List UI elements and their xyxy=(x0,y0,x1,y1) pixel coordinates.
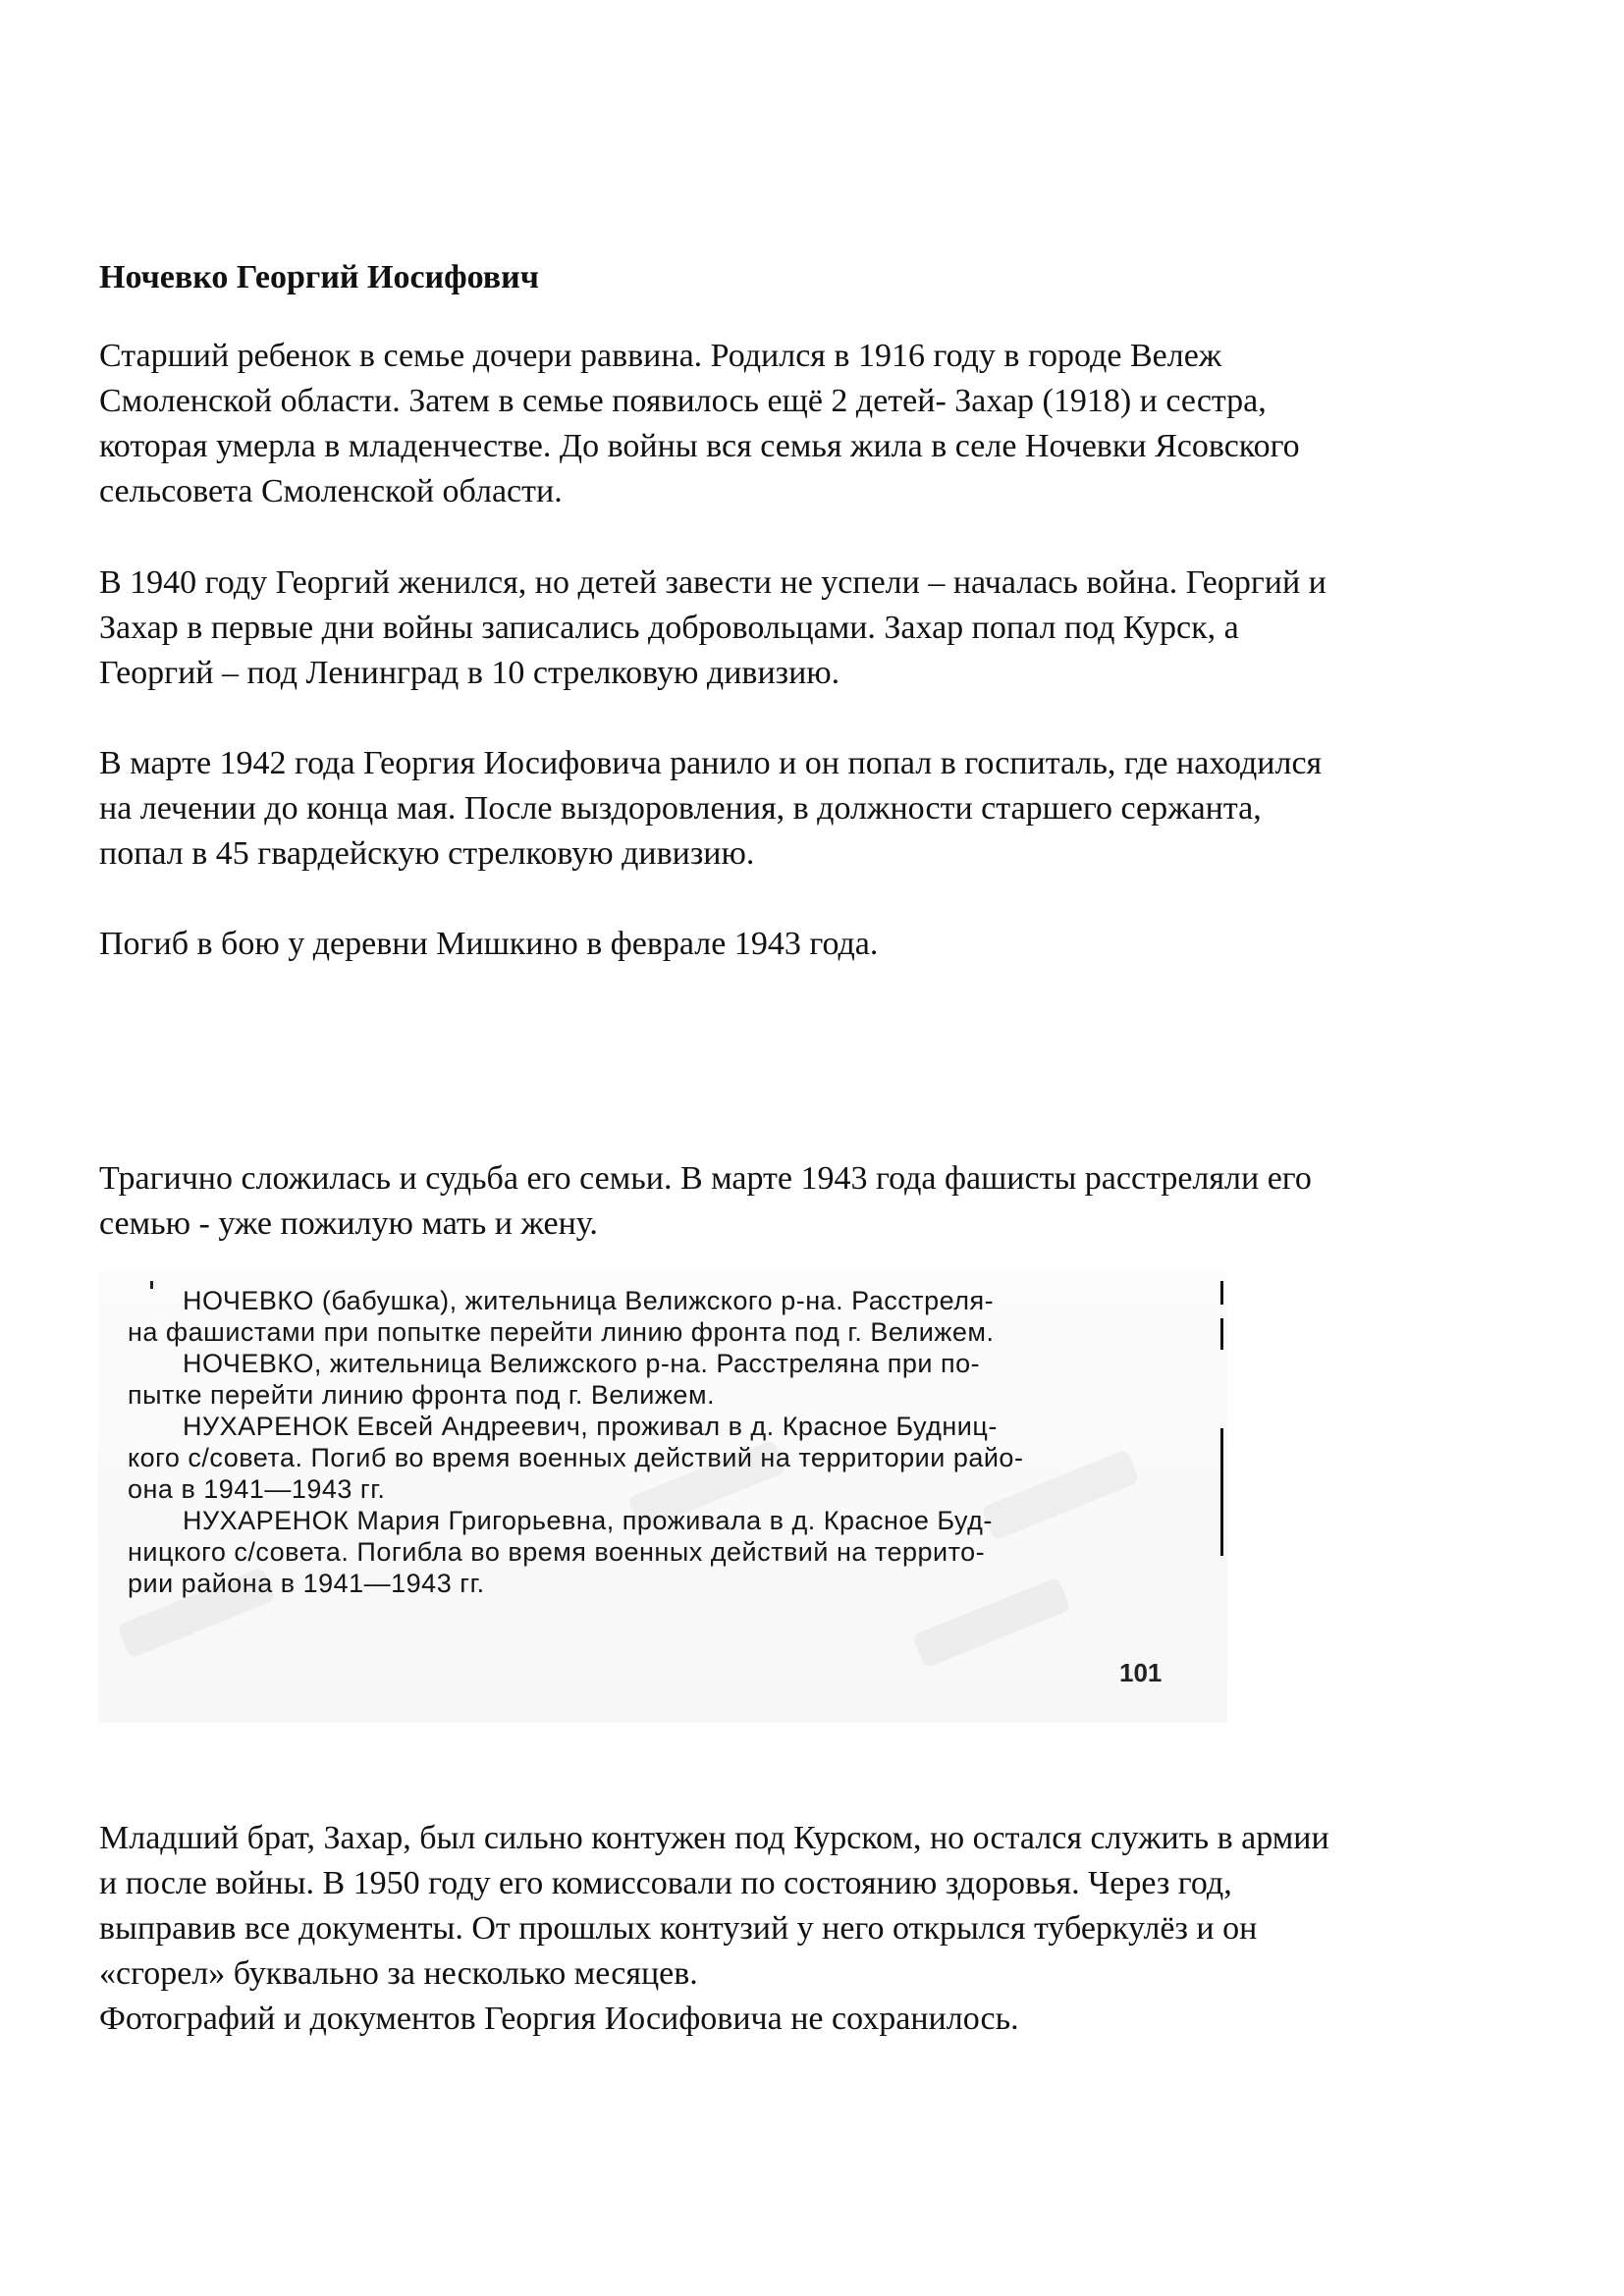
scan-margin-line xyxy=(1220,1428,1223,1556)
scan-line: рии района в 1941—1943 гг. xyxy=(128,1569,485,1598)
paragraph-line: Младший брат, Захар, был сильно контужен под Курском, но остался служить в армии xyxy=(99,1820,1329,1856)
paragraph-line: Георгий – под Ленинград в 10 стрелковую дивизию. xyxy=(99,655,840,691)
paragraph-line: Фотографий и документов Георгия Иосифовича не сохранилось. xyxy=(99,2001,1019,2037)
paragraph-line: «сгорел» буквально за несколько месяцев. xyxy=(99,1955,698,1992)
scan-line: НОЧЕВКО, жительница Велижского р-на. Расстреляна при по- xyxy=(183,1349,981,1378)
paragraph-family-fate xyxy=(99,1156,1533,1247)
scan-line: НОЧЕВКО (бабушка), жительница Велижского р-на. Расстреля- xyxy=(183,1286,995,1315)
paragraph-no-documents xyxy=(99,1997,1533,2042)
paragraph-line: семью - уже пожилую мать и жену. xyxy=(99,1205,598,1242)
scan-line: НУХАРЕНОК Мария Григорьевна, проживала в д. Красное Буд- xyxy=(183,1506,993,1535)
scan-margin-line xyxy=(1220,1318,1223,1350)
scan-line: НУХАРЕНОК Евсей Андреевич, проживал в д. Красное Будниц- xyxy=(183,1412,998,1441)
paragraph-war-start xyxy=(99,561,1533,696)
document-heading: Ночевко Георгий Иосифович xyxy=(99,259,539,295)
paragraph-line: которая умерла в младенчестве. До войны вся семья жила в селе Ночевки Ясовского xyxy=(99,428,1300,464)
scan-line: она в 1941—1943 гг. xyxy=(128,1474,386,1504)
paragraph-birth xyxy=(99,334,1533,514)
scanned-book-excerpt xyxy=(98,1271,1227,1723)
scan-page-number: 101 xyxy=(1119,1658,1163,1687)
paragraph-line: Смоленской области. Затем в семье появилось ещё 2 детей- Захар (1918) и сестра, xyxy=(99,383,1267,419)
scan-line: пытке перейти линию фронта под г. Велижем. xyxy=(128,1380,716,1410)
paragraph-line: сельсовета Смоленской области. xyxy=(99,473,563,509)
paragraph-line: попал в 45 гвардейскую стрелковую дивизию. xyxy=(99,835,755,872)
scan-line: ницкого с/совета. Погибла во время военных действий на террито- xyxy=(128,1537,986,1567)
paragraph-line: выправив все документы. От прошлых контузий у него открылся туберкулёз и он xyxy=(99,1910,1258,1947)
paragraph-line: и после войны. В 1950 году его комиссовали по состоянию здоровья. Через год, xyxy=(99,1865,1232,1901)
scan-text xyxy=(128,1285,1159,1599)
scan-line: кого с/совета. Погиб во время военных действий на территории райо- xyxy=(128,1443,1024,1472)
paragraph-brother xyxy=(99,1816,1533,1997)
paragraph-line: Захар в первые дни войны записались добровольцами. Захар попал под Курск, а xyxy=(99,610,1239,646)
paragraph-line: Трагично сложилась и судьба его семьи. В марте 1943 года фашисты расстреляли его xyxy=(99,1160,1312,1197)
scan-margin-line xyxy=(1220,1281,1223,1305)
paragraph-line: на лечении до конца мая. После выздоровления, в должности старшего сержанта, xyxy=(99,790,1262,827)
scan-line: на фашистами при попытке перейти линию фронта под г. Велижем. xyxy=(128,1317,995,1347)
paragraph-line: В марте 1942 года Георгия Иосифовича ранило и он попал в госпиталь, где находился xyxy=(99,745,1323,781)
paragraph-line: Погиб в бою у деревни Мишкино в феврале 1943 года. xyxy=(99,926,879,962)
paragraph-line: Старший ребенок в семье дочери раввина. Родился в 1916 году в городе Вележ xyxy=(99,338,1222,374)
paragraph-wounded xyxy=(99,741,1533,877)
paragraph-death xyxy=(99,922,1533,967)
paragraph-line: В 1940 году Георгий женился, но детей завести не успели – началась война. Георгий и xyxy=(99,564,1326,601)
